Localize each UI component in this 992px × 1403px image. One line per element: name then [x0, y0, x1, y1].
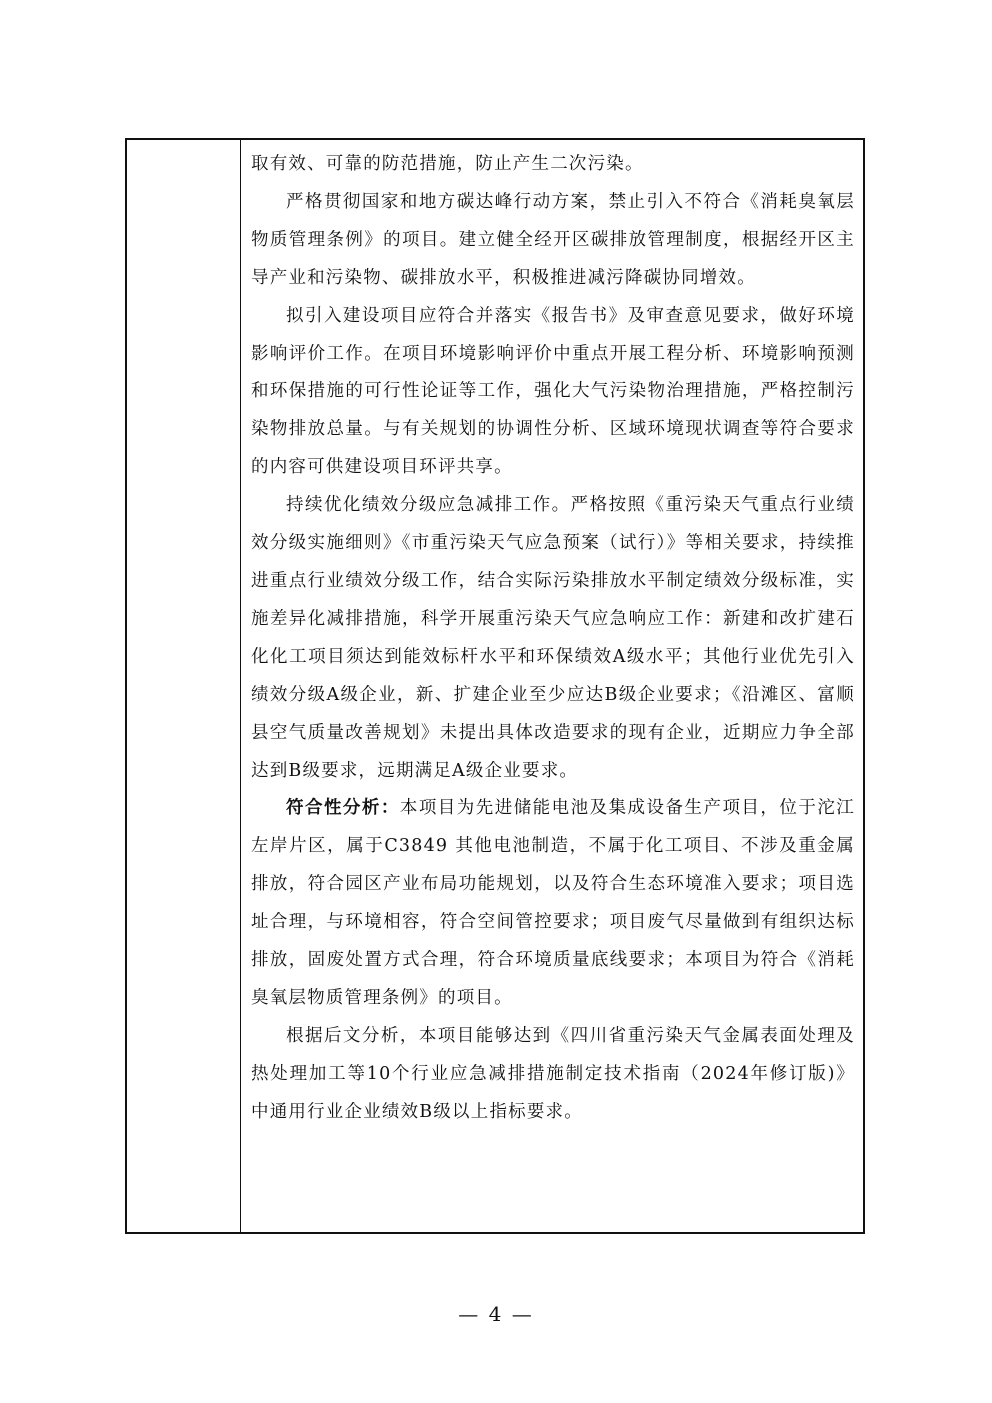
- paragraph-emission-grading: 持续优化绩效分级应急减排工作。严格按照《重污染天气重点行业绩效分级实施细则》《市重污染天气应急预案（试行）》等相关要求，持续推进重点行业绩效分级工作，结合实际污染排放水平制定绩效分级标准，实施差异化减排措施，科学开展重污染天气应急响应工作：新建和改扩建石化化工项目须达到能效标杆水平和环保绩效A级水平；其他行业优先引入绩效分级A级企业，新、扩建企业至少应达B级企业要求；《沿滩区、富顺县空气质量改善规划》未提出具体改造要求的现有企业，近期应力争全部达到B级要求，远期满足A级企业要求。: [251, 495, 855, 781]
- paragraph-compliance-analysis: [251, 790, 855, 1017]
- compliance-label: 符合性分析：: [286, 798, 400, 819]
- paragraph-eia-requirements: 拟引入建设项目应符合并落实《报告书》及审查意见要求，做好环境影响评价工作。在项目环境影响评价中重点开展工程分析、环境影响预测和环保措施的可行性论证等工作，强化大气污染物治理措施，严格控制污染物排放总量。与有关规划的协调性分析、区域环境现状调查等符合要求的内容可供建设项目环评共享。: [251, 305, 855, 478]
- compliance-text: 本项目为先进储能电池及集成设备生产项目，位于沱江左岸片区，属于C3849 其他电池制造，不属于化工项目、不涉及重金属排放，符合园区产业布局功能规划，以及符合生态环境准入要求；项目选址合理，与环境相容，符合空间管控要求；项目废气尽量做到有组织达标排放，固废处置方式合理，符合环境质量底线要求；本项目为符合《消耗臭氧层物质管理条例》的项目。: [251, 798, 855, 1008]
- table-left-cell: [127, 140, 241, 1232]
- table-right-cell: [241, 140, 863, 1232]
- paragraph-conclusion: 根据后文分析，本项目能够达到《四川省重污染天气金属表面处理及热处理加工等10个行业应急减排措施制定技术指南（2024年修订版)》中通用行业企业绩效B级以上指标要求。: [251, 1025, 855, 1122]
- paragraph-continuation: 取有效、可靠的防范措施，防止产生二次污染。: [251, 154, 644, 174]
- paragraph-carbon-peak: 严格贯彻国家和地方碳达峰行动方案，禁止引入不符合《消耗臭氧层物质管理条例》的项目。建立健全经开区碳排放管理制度，根据经开区主导产业和污染物、碳排放水平，积极推进减污降碳协同增效。: [251, 191, 855, 288]
- page-number: — 4 —: [458, 1302, 534, 1326]
- content-table: [125, 138, 865, 1234]
